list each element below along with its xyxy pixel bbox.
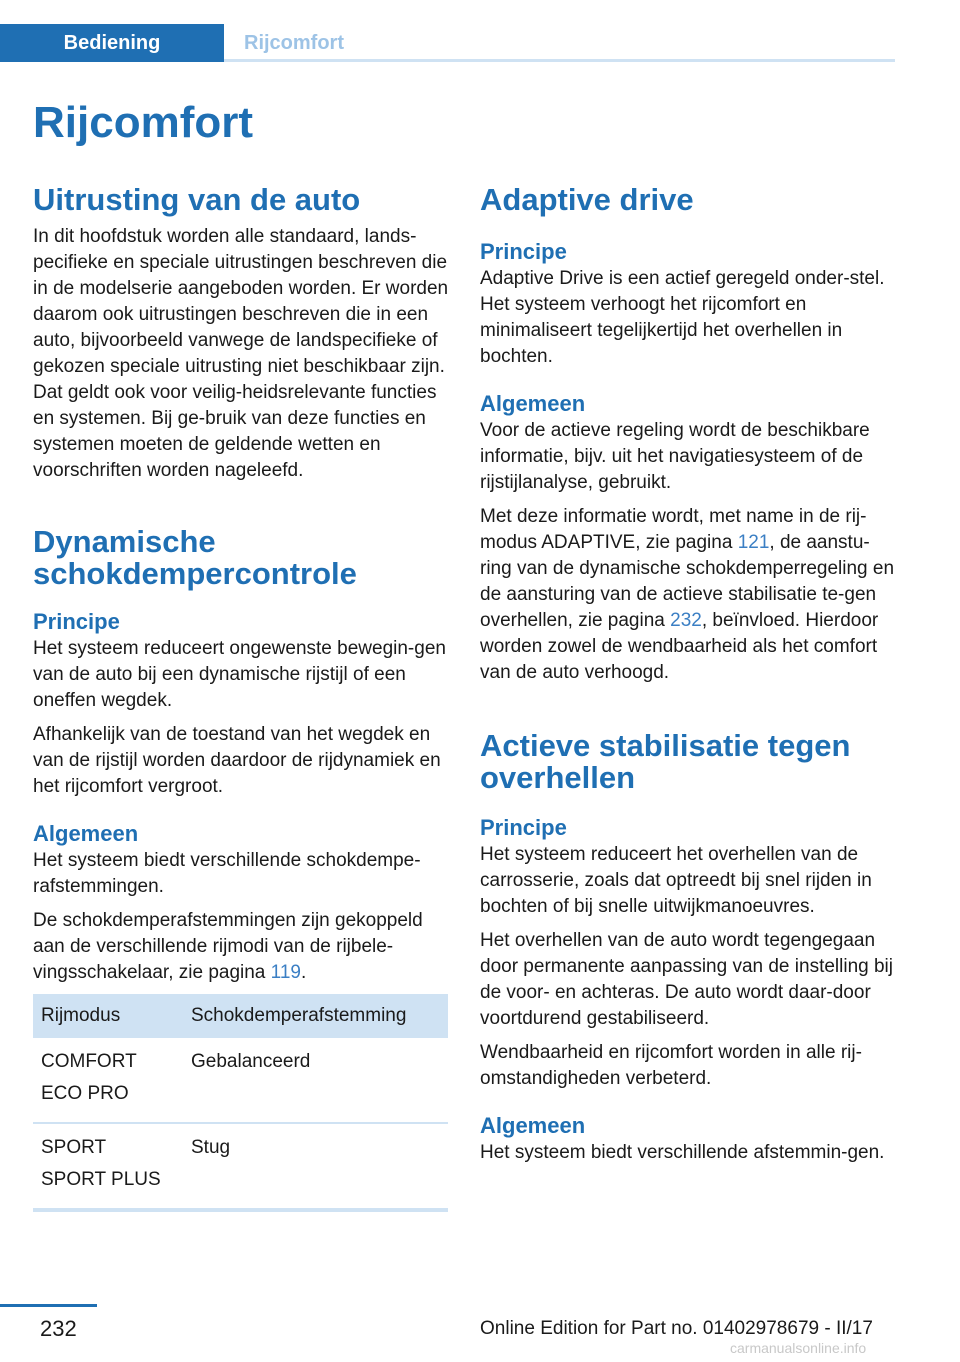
table-cell: Gebalanceerd [191, 1051, 311, 1072]
tab-rijcomfort[interactable]: Rijcomfort [244, 31, 344, 54]
table-row [33, 1038, 448, 1124]
paragraph: Het systeem reduceert ongewenste bewegin‐gen van de auto bij een dynamische rijstijl of een oneffen wegdek. [33, 638, 446, 711]
page-link[interactable]: 119 [270, 962, 301, 983]
page-title: Rijcomfort [33, 98, 253, 147]
heading-adaptive-drive: Adaptive drive [480, 182, 694, 217]
tab-bediening[interactable]: Bediening [0, 24, 224, 62]
page-number: 232 [40, 1316, 77, 1341]
subheading-principe: Principe [33, 609, 120, 634]
subheading-principe: Principe [480, 239, 567, 264]
edition-note: Online Edition for Part no. 01402978679 - II/17 [480, 1318, 873, 1339]
top-navigation [0, 24, 895, 62]
header-divider [224, 59, 895, 62]
page-link[interactable]: 121 [737, 532, 770, 553]
subheading-algemeen: Algemeen [480, 1113, 586, 1138]
table-cell: SPORT SPORT PLUS [41, 1137, 161, 1190]
subheading-principe: Principe [480, 815, 567, 840]
paragraph: Het systeem biedt verschillende afstemmin‐gen. [480, 1142, 885, 1163]
page-link[interactable]: 232 [670, 610, 702, 631]
left-column [33, 184, 449, 1212]
page-number-rule [0, 1304, 97, 1307]
damper-table [33, 994, 448, 1212]
paragraph: Het systeem reduceert het overhellen van de carrosserie, zoals dat optreedt bij snel rijden in bochten of bij snelle uitwijkmanoeuvres. [480, 844, 872, 917]
right-column [480, 184, 896, 1174]
table-cell: COMFORT ECO PRO [41, 1051, 137, 1104]
paragraph: Afhankelijk van de toestand van het wegdek en van de rijstijl worden daardoor de rijdynamiek en het rijcomfort vergroot. [33, 724, 441, 797]
paragraph: De schokdemperafstemmingen zijn gekoppeld aan de verschillende rijmodi van de rijbele‐vingsschakelaar, zie pagina 119. [33, 910, 423, 983]
paragraph: Wendbaarheid en rijcomfort worden in alle rij‐omstandigheden verbeterd. [480, 1042, 862, 1089]
paragraph: Met deze informatie wordt, met name in de rij‐modus ADAPTIVE, zie pagina 121, de aanstu‐ring van de dynamische schokdemperregeling en de aansturing van de actieve stabilisatie te‐gen overhellen, zie pagina 232, beïnvloed. Hierdoor worden zowel de wendbaarheid als het comfort van de auto verhoogd. [480, 506, 895, 683]
paragraph: Voor de actieve regeling wordt de beschikbare informatie, bijv. uit het navigatiesysteem of de rijstijlanalyse, gebruikt. [480, 420, 870, 493]
table-cell: Stug [191, 1137, 231, 1158]
column-header: Rijmodus [41, 1005, 121, 1026]
heading-actieve-stabilisatie: Actieve stabilisatie tegen overhellen [480, 728, 851, 795]
subheading-algemeen: Algemeen [33, 821, 139, 846]
paragraph: Adaptive Drive is een actief geregeld onder‐stel. Het systeem verhoogt het rijcomfort en minimaliseert tegelijkertijd het overhellen in bochten. [480, 268, 885, 367]
table-header [33, 994, 448, 1038]
heading-schokdempercontrole: Dynamische schokdempercontrole [33, 524, 357, 591]
heading-uitrusting: Uitrusting van de auto [33, 182, 361, 217]
paragraph: Het overhellen van de auto wordt tegengegaan door permanente aanpassing van de instelling bij de voor- en achteras. De auto wordt daar‐door voortdurend gestabiliseerd. [480, 930, 893, 1029]
table-row [33, 1124, 448, 1208]
watermark: carmanualsonline.info [730, 1340, 867, 1356]
paragraph: In dit hoofdstuk worden alle standaard, lands‐pecifieke en speciale uitrustingen beschreven die in de modelserie aangeboden worden. Er worden daarom ook uitrustingen beschreven die in een auto, bijvoorbeeld vanwege de landspecifieke of gekozen speciale uitrusting niet beschikbaar zijn. Dat geldt ook voor veilig‐heidsrelevante functies en systemen. Bij ge‐bruik van deze functies en systemen moeten de geldende wetten en voorschriften worden nageleefd. [33, 226, 449, 481]
subheading-algemeen: Algemeen [480, 391, 586, 416]
column-header: Schokdemperafstemming [191, 1005, 407, 1026]
table-footer-rule [33, 1208, 448, 1212]
paragraph: Het systeem biedt verschillende schokdempe‐rafstemmingen. [33, 850, 421, 897]
